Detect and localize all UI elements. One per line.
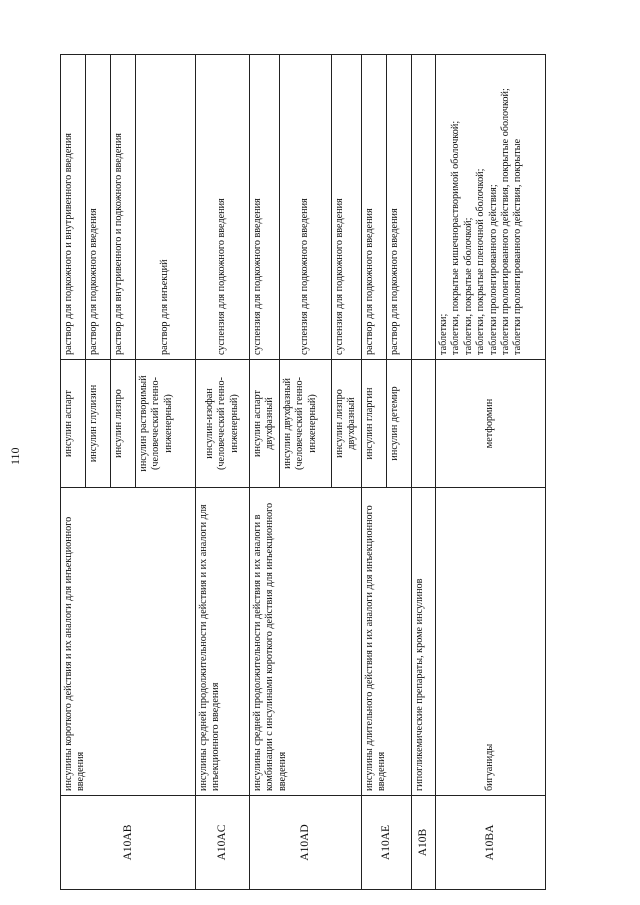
medicine-name: инсулин аспарт двухфазный	[250, 360, 280, 488]
medicine-name: метформин	[435, 360, 545, 488]
table-row	[411, 55, 435, 890]
group-name: бигуаниды	[435, 488, 545, 796]
dosage-form: таблетки, покрытые оболочкой;	[462, 217, 474, 355]
dosage-form: раствор для подкожного и внутривенного введения	[61, 55, 86, 360]
group-name: инсулины длительного действия и их аналоги для инъекционного введения	[361, 488, 411, 796]
dosage-form: таблетки, покрытые пленочной оболочкой;	[475, 168, 487, 355]
empty-cell	[411, 55, 435, 360]
atc-code: A10BA	[435, 796, 545, 890]
group-name: инсулины средней продолжительности действия и их аналоги для инъекционного введения	[196, 488, 250, 796]
atc-code: A10AE	[361, 796, 411, 890]
atc-code: A10AB	[61, 796, 196, 890]
dosage-form: раствор для инъекций	[136, 55, 196, 360]
dosage-form: таблетки, покрытые кишечнорастворимой оболочкой;	[450, 120, 462, 355]
drug-table	[60, 54, 546, 890]
table-row	[435, 55, 545, 890]
atc-code: A10AD	[250, 796, 362, 890]
medicine-name: инсулин-изофан (человеческий генно-инженерный)	[196, 360, 250, 488]
dosage-form: раствор для подкожного введения	[386, 55, 411, 360]
medicine-name: инсулин двухфазный (человеческий генно-инженерный)	[279, 360, 331, 488]
dosage-form: суспензия для подкожного введения	[279, 55, 331, 360]
dosage-form: суспензия для подкожного введения	[196, 55, 250, 360]
table-row	[250, 55, 280, 890]
medicine-name: инсулин аспарт	[61, 360, 86, 488]
dosage-form: раствор для подкожного введения	[361, 55, 386, 360]
empty-cell	[411, 360, 435, 488]
medicine-name: инсулин детемир	[386, 360, 411, 488]
table-row	[196, 55, 250, 890]
medicine-name: инсулин лизпро двухфазный	[331, 360, 361, 488]
page-number: 110	[8, 447, 22, 465]
group-name: инсулины короткого действия и их аналоги для инъекционного введения	[61, 488, 196, 796]
medicine-name: инсулин лизпро	[111, 360, 136, 488]
dosage-form: таблетки пролонгированного действия;	[487, 184, 499, 355]
table-row	[361, 55, 386, 890]
dosage-form: раствор для внутривенного и подкожного введения	[111, 55, 136, 360]
dosage-form: суспензия для подкожного введения	[331, 55, 361, 360]
dosage-form: таблетки пролонгированного действия, покрытые оболочкой;	[499, 88, 511, 355]
table-row	[61, 55, 86, 890]
atc-code: A10AC	[196, 796, 250, 890]
group-name: инсулины средней продолжительности действия и их аналоги в комбинации с инсулинами короткого действия для инъекционного введения	[250, 488, 362, 796]
dosage-form-list	[435, 55, 545, 360]
atc-code: A10B	[411, 796, 435, 890]
dosage-form: раствор для подкожного введения	[86, 55, 111, 360]
medicine-name: инсулин растворимый (человеческий генно-инженерный)	[136, 360, 196, 488]
medicine-name: инсулин глулизин	[86, 360, 111, 488]
medicine-name: инсулин гларгин	[361, 360, 386, 488]
group-name: гипогликемические препараты, кроме инсулинов	[411, 488, 435, 796]
dosage-form: таблетки;	[437, 313, 449, 355]
dosage-form: суспензия для подкожного введения	[250, 55, 280, 360]
dosage-form: таблетки пролонгированного действия, покрытые	[512, 138, 524, 355]
